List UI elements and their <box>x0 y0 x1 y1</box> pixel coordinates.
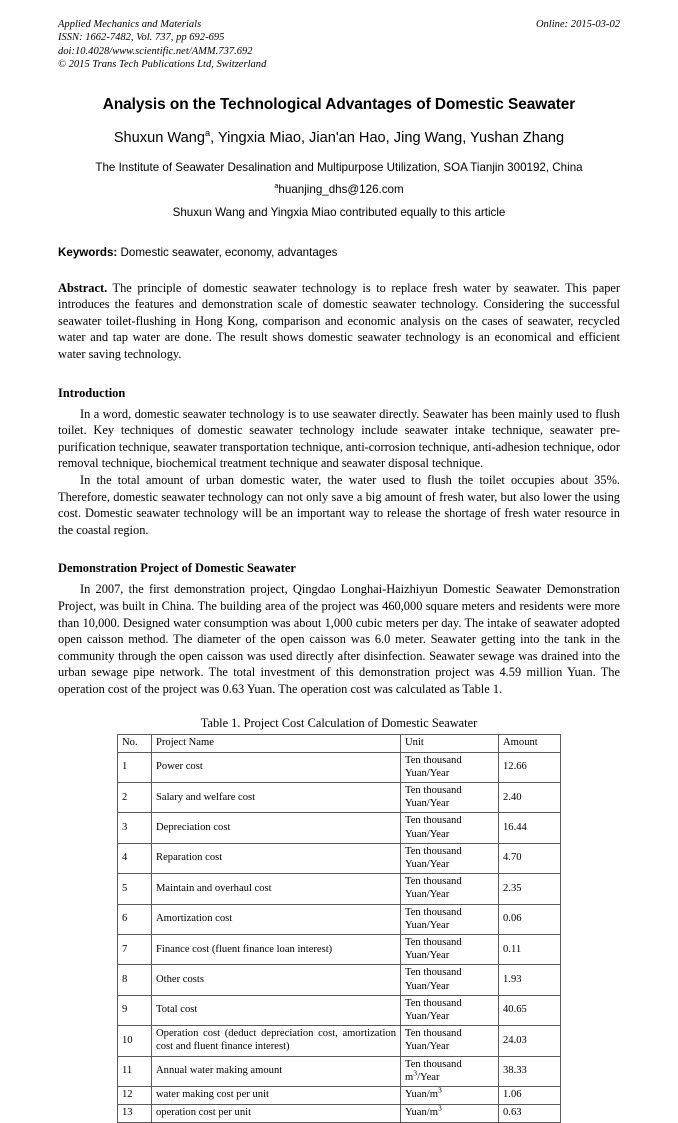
cell-unit: Yuan/$m^3$ <box>401 1104 499 1122</box>
table-row <box>118 1104 561 1122</box>
cell-amount: 40.65 <box>499 995 561 1025</box>
journal-doi-line: doi:10.4028/www.scientific.net/AMM.737.692 <box>58 45 253 57</box>
unit-exponent: 3 <box>413 1068 418 1078</box>
cell-unit: Ten thousand Yuan/Year <box>401 843 499 873</box>
table-row <box>118 965 561 995</box>
section-heading-introduction: Introduction <box>58 385 126 400</box>
author-list <box>58 129 620 147</box>
unit-exponent: 3 <box>437 1103 442 1113</box>
cell-amount: 38.33 <box>499 1056 561 1086</box>
table-row <box>118 995 561 1025</box>
column-header-amount: Amount <box>499 734 561 752</box>
cell-unit: Ten thousand Yuan/Year <box>401 934 499 964</box>
cell-amount: 1.93 <box>499 965 561 995</box>
cell-no: 12 <box>118 1086 152 1104</box>
cell-unit: Ten thousand Yuan/Year <box>401 965 499 995</box>
abstract <box>58 280 620 363</box>
table-header-row <box>118 734 561 752</box>
section-heading-demonstration-project: Demonstration Project of Domestic Seawater <box>58 561 296 576</box>
journal-issn-line: ISSN: 1662-7482, Vol. 737, pp 692-695 <box>58 32 225 44</box>
cell-project-name: water making cost per unit <box>152 1086 401 1104</box>
cell-unit: Ten thousand Yuan/Year <box>401 874 499 904</box>
cell-no: 13 <box>118 1104 152 1122</box>
cell-unit: Ten thousand Yuan/Year <box>401 1026 499 1056</box>
cell-project-name: operation cost per unit <box>152 1104 401 1122</box>
cell-amount: 0.11 <box>499 934 561 964</box>
table-row <box>118 813 561 843</box>
table-row <box>118 1026 561 1056</box>
cell-amount: 1.06 <box>499 1086 561 1104</box>
table-row <box>118 934 561 964</box>
table-row <box>118 782 561 812</box>
column-header-unit: Unit <box>401 734 499 752</box>
table-row <box>118 843 561 873</box>
abstract-text: The principle of domestic seawater technology is to replace fresh water by seawater. This paper introduces the features and demonstration scale of domestic seawater technology. Considering the successful seawater toilet-flushing in Hong Kong, comparison and economic analysis on the cases of seawater, recycled water and tap water are done. The result shows domestic seawater technology is an economical and efficient water saving technology. <box>58 280 621 361</box>
cell-unit: Ten thousand $m^3$/Year <box>401 1056 499 1086</box>
email-address: huanjing_dhs@126.com <box>278 182 404 196</box>
cell-amount: 4.70 <box>499 843 561 873</box>
journal-header <box>58 18 620 72</box>
cell-project-name: Power cost <box>152 752 401 782</box>
cell-no: 6 <box>118 904 152 934</box>
cell-amount: 0.63 <box>499 1104 561 1122</box>
cell-amount: 2.40 <box>499 782 561 812</box>
paragraph-demo-1: In 2007, the first demonstration project, Qingdao Longhai-Haizhiyun Domestic Seawater Demonstration Project, was built in China. The building area of the project was 460,000 square meters and residents were more than 10,000. Designed water consumption was about 1,000 cubic meters per day. The intake of seawater adopted open caisson method. The diameter of the open caisson was 6.0 meter. Seawater getting into the tank in the community through the open caisson was used directly after disinfection. Seawater sewage was drained into the urban sewage pipe network. The total investment of this demonstration project was 4.59 million Yuan. The operation cost of the project was 0.63 Yuan. The operation cost was calculated as Table 1. <box>58 582 620 696</box>
cell-amount: 16.44 <box>499 813 561 843</box>
cell-project-name: Depreciation cost <box>152 813 401 843</box>
corresponding-email <box>58 182 620 197</box>
affiliation: The Institute of Seawater Desalination and Multipurpose Utilization, SOA Tianjin 300192, China <box>95 160 583 174</box>
cell-unit: Yuan/$m^3$ <box>401 1086 499 1104</box>
cell-unit: Ten thousand Yuan/Year <box>401 904 499 934</box>
paragraph-intro-2: In the total amount of urban domestic water, the water used to flush the toilet occupies about 35%. Therefore, domestic seawater technology can not only save a big amount of fresh water, but also lower the using cost. Domestic seawater technology will be an important way to release the shortage of fresh water resource in the coastal region. <box>58 472 620 537</box>
cell-unit: Ten thousand Yuan/Year <box>401 995 499 1025</box>
cell-project-name: Maintain and overhaul cost <box>152 874 401 904</box>
cell-no: 4 <box>118 843 152 873</box>
column-header-name: Project Name <box>152 734 401 752</box>
author-rest: , Yingxia Miao, Jian'an Hao, Jing Wang, Yushan Zhang <box>210 129 565 146</box>
page-title: Analysis on the Technological Advantages of Domestic Seawater <box>102 95 576 113</box>
cell-no: 1 <box>118 752 152 782</box>
cell-no: 11 <box>118 1056 152 1086</box>
cell-project-name: Annual water making amount <box>152 1056 401 1086</box>
keywords-label: Keywords: <box>58 245 118 259</box>
table-row <box>118 904 561 934</box>
cell-project-name: Finance cost (fluent finance loan interest) <box>152 934 401 964</box>
abstract-label: Abstract. <box>58 280 108 295</box>
cell-project-name: Reparation cost <box>152 843 401 873</box>
cell-project-name: Salary and welfare cost <box>152 782 401 812</box>
cell-project-name: Total cost <box>152 995 401 1025</box>
cell-no: 9 <box>118 995 152 1025</box>
cell-project-name: Amortization cost <box>152 904 401 934</box>
equal-contribution-note: Shuxun Wang and Yingxia Miao contributed equally to this article <box>172 205 506 219</box>
cell-amount: 24.03 <box>499 1026 561 1056</box>
cell-no: 5 <box>118 874 152 904</box>
table-row <box>118 874 561 904</box>
author-first: Shuxun Wang <box>113 129 205 146</box>
cell-no: 8 <box>118 965 152 995</box>
paragraph-intro-1: In a word, domestic seawater technology is to use seawater directly. Seawater has been mainly used to flush toilet. Key techniques of domestic seawater technology include seawater intake technique, seawater pre-purification technique, seawater transportation technique, anti-corrosion technique, anti-adhesion technique, odor removal technique, biochemical treatment technique and seawater disposal technique. <box>58 406 620 471</box>
cell-amount: 2.35 <box>499 874 561 904</box>
cell-amount: 0.06 <box>499 904 561 934</box>
unit-exponent: 3 <box>437 1085 442 1095</box>
cell-no: 7 <box>118 934 152 964</box>
cell-amount: 12.66 <box>499 752 561 782</box>
project-cost-table <box>117 734 561 1123</box>
cell-no: 2 <box>118 782 152 812</box>
cell-unit: Ten thousand Yuan/Year <box>401 813 499 843</box>
cell-project-name: Operation cost (deduct depreciation cost, amortization cost and fluent finance interest) <box>152 1026 401 1056</box>
table-caption: Table 1. Project Cost Calculation of Domestic Seawater <box>200 715 478 730</box>
cell-no: 10 <box>118 1026 152 1056</box>
cell-no: 3 <box>118 813 152 843</box>
journal-name: Applied Mechanics and Materials <box>58 19 202 30</box>
email-affil-marker: a <box>274 180 279 190</box>
online-date: Online: 2015-03-02 <box>535 19 620 30</box>
author-affil-marker: a <box>204 127 211 138</box>
journal-copyright-line: © 2015 Trans Tech Publications Ltd, Switzerland <box>58 59 267 71</box>
cell-unit: Ten thousand Yuan/Year <box>401 782 499 812</box>
keywords <box>58 245 620 260</box>
table-row <box>118 752 561 782</box>
column-header-no: No. <box>118 734 152 752</box>
cell-unit: Ten thousand Yuan/Year <box>401 752 499 782</box>
cell-project-name: Other costs <box>152 965 401 995</box>
keywords-value: Domestic seawater, economy, advantages <box>120 245 338 259</box>
table-row <box>118 1056 561 1086</box>
table-row <box>118 1086 561 1104</box>
